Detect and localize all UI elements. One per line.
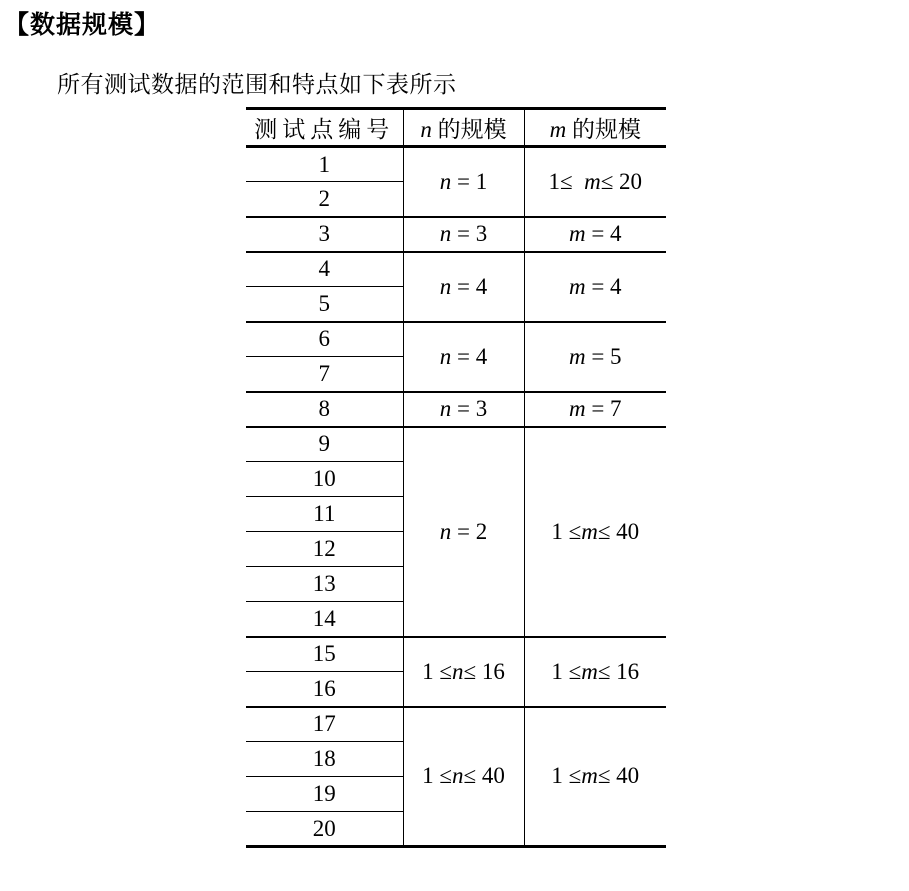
test-point-cell: 13 [246, 567, 403, 602]
variable: m [584, 168, 601, 194]
variable: n [439, 343, 452, 369]
test-point-cell: 14 [246, 602, 403, 637]
col-header-test-point [246, 109, 403, 147]
intro-paragraph: 所有测试数据的范围和特点如下表所示 [57, 72, 457, 97]
m-scale-cell [524, 252, 666, 322]
n-scale-cell [403, 322, 524, 392]
n-scale-cell [403, 637, 524, 707]
test-point-cell: 3 [246, 217, 403, 252]
test-point-cell: 4 [246, 252, 403, 287]
math-pre: 1 ≤ [551, 658, 582, 684]
table-row [246, 322, 666, 357]
variable: m [581, 763, 598, 789]
test-point-cell: 18 [246, 742, 403, 777]
test-point-cell: 15 [246, 637, 403, 672]
variable: m [581, 518, 598, 544]
math-post: ≤ 40 [597, 518, 640, 544]
math-pre: 1 ≤ [551, 763, 582, 789]
math-pre: 1 ≤ [422, 658, 452, 684]
table-row [246, 252, 666, 287]
math-pre: 1 ≤ [422, 763, 452, 789]
table-row [246, 217, 666, 252]
math-pre: 1 ≤ [551, 518, 582, 544]
variable: n [452, 658, 464, 684]
variable: m [581, 658, 598, 684]
header-row [246, 109, 666, 147]
col-header-n-scale [403, 109, 524, 147]
math-post: = 3 [451, 396, 488, 421]
math-post: = 4 [451, 273, 488, 299]
header-text: 的规模 [431, 117, 507, 142]
math-post: = 4 [451, 343, 488, 369]
m-scale-cell [524, 392, 666, 427]
math-post: ≤ 40 [597, 763, 640, 789]
data-scale-table [246, 107, 666, 848]
n-variable: n [420, 117, 432, 142]
test-point-cell: 16 [246, 672, 403, 707]
table-row [246, 392, 666, 427]
variable: m [568, 396, 586, 421]
test-point-cell: 20 [246, 812, 403, 847]
table-body [246, 147, 666, 847]
header-text: 的规模 [566, 117, 641, 142]
math-post: = 4 [585, 221, 622, 246]
n-scale-cell [403, 252, 524, 322]
test-point-cell: 2 [246, 182, 403, 217]
math-post: ≤ 16 [463, 658, 505, 684]
math-post: = 3 [451, 221, 488, 246]
math-post: ≤ 16 [597, 658, 640, 684]
m-scale-cell [524, 217, 666, 252]
section-title: 【数据规模】 [4, 11, 161, 39]
table-row [246, 637, 666, 672]
variable: m [568, 343, 586, 369]
math-post: = 1 [451, 168, 488, 194]
variable: n [439, 396, 452, 421]
n-scale-cell [403, 392, 524, 427]
table-row [246, 707, 666, 742]
math-post: = 4 [585, 273, 622, 299]
test-point-cell: 19 [246, 777, 403, 812]
variable: n [439, 273, 452, 299]
math-post: ≤ 40 [463, 763, 505, 789]
m-scale-cell [524, 147, 666, 217]
m-variable: m [549, 117, 567, 142]
test-point-cell: 10 [246, 462, 403, 497]
test-point-cell: 9 [246, 427, 403, 462]
table-row [246, 427, 666, 462]
test-point-cell: 8 [246, 392, 403, 427]
n-scale-cell [403, 147, 524, 217]
math-pre: 1≤ [548, 168, 585, 194]
header-text: 测试点编号 [254, 117, 395, 142]
n-scale-cell [403, 707, 524, 847]
test-point-cell: 6 [246, 322, 403, 357]
variable: m [568, 273, 586, 299]
col-header-m-scale [524, 109, 666, 147]
test-point-cell: 12 [246, 532, 403, 567]
math-post: ≤ 20 [600, 168, 643, 194]
m-scale-cell [524, 637, 666, 707]
m-scale-cell [524, 707, 666, 847]
n-scale-cell [403, 217, 524, 252]
variable: n [452, 763, 464, 789]
m-scale-cell [524, 427, 666, 637]
math-post: = 2 [451, 518, 488, 544]
test-point-cell: 5 [246, 287, 403, 322]
math-post: = 5 [585, 343, 622, 369]
table-row [246, 147, 666, 182]
variable: n [439, 518, 452, 544]
variable: n [439, 221, 452, 246]
math-post: = 7 [585, 396, 622, 421]
test-point-cell: 11 [246, 497, 403, 532]
m-scale-cell [524, 322, 666, 392]
test-point-cell: 17 [246, 707, 403, 742]
n-scale-cell [403, 427, 524, 637]
variable: m [568, 221, 586, 246]
variable: n [439, 168, 452, 194]
test-point-cell: 1 [246, 147, 403, 182]
test-point-cell: 7 [246, 357, 403, 392]
